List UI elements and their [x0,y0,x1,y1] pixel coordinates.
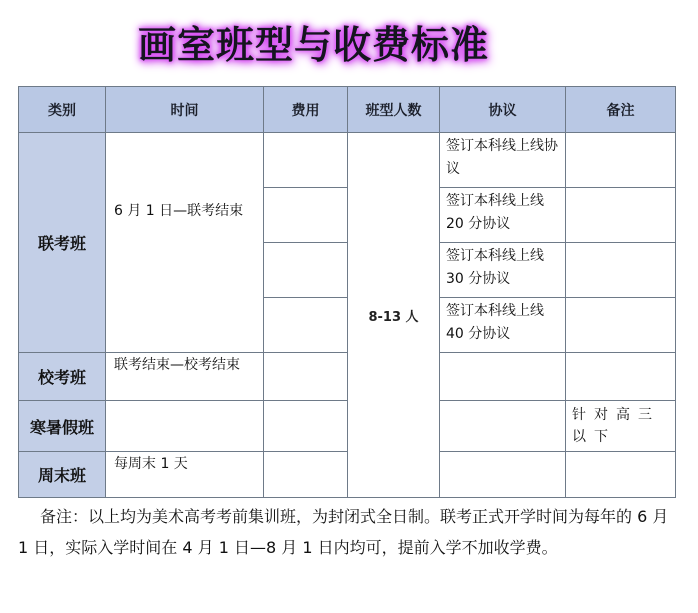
fee-cell [264,298,348,353]
page-title: 画室班型与收费标准 [138,23,490,67]
remark-cell [566,452,676,498]
agreement-cell [440,452,566,498]
header-class-size: 班型人数 [348,87,440,133]
remark-cell [566,353,676,401]
fee-cell [264,401,348,452]
header-remarks: 备注 [566,87,676,133]
time-liankao: 6 月 1 日—联考结束 [106,133,264,353]
header-category: 类别 [19,87,106,133]
table-row [19,401,676,452]
header-fee: 费用 [264,87,348,133]
footer-note: 备注：以上均为美术高考考前集训班，为封闭式全日制。联考正式开学时间为每年的 6 月 1 日，实际入学时间在 4 月 1 日—8 月 1 日内均可，提前入学不加收学费。 [18,507,669,557]
category-liankao: 联考班 [19,133,106,353]
category-xiaokao: 校考班 [19,353,106,401]
header-agreement: 协议 [440,87,566,133]
category-hanshu: 寒暑假班 [19,401,106,452]
agreement-cell: 签订本科线上线 20 分协议 [440,188,566,243]
agreement-cell [440,401,566,452]
table-header-row [19,87,676,133]
fee-cell [264,133,348,188]
remark-cell [566,298,676,353]
remark-cell [566,243,676,298]
agreement-cell [440,353,566,401]
fee-cell [264,353,348,401]
header-time: 时间 [106,87,264,133]
time-cell [106,401,264,452]
remark-hanshu: 针对高三以下 [566,401,676,452]
fee-cell [264,188,348,243]
table-row [19,353,676,401]
remark-cell [566,188,676,243]
fee-cell [264,452,348,498]
agreement-cell: 签订本科线上线 40 分协议 [440,298,566,353]
time-zhoumo: 每周末 1 天 [106,452,264,498]
table-row [19,133,676,188]
class-size-cell: 8-13 人 [348,133,440,498]
category-zhoumo: 周末班 [19,452,106,498]
remark-cell [566,133,676,188]
agreement-cell: 签订本科线上线 30 分协议 [440,243,566,298]
pricing-table [18,86,676,498]
fee-cell [264,243,348,298]
table-row [19,452,676,498]
time-xiaokao: 联考结束—校考结束 [106,353,264,401]
agreement-cell: 签订本科线上线协议 [440,133,566,188]
